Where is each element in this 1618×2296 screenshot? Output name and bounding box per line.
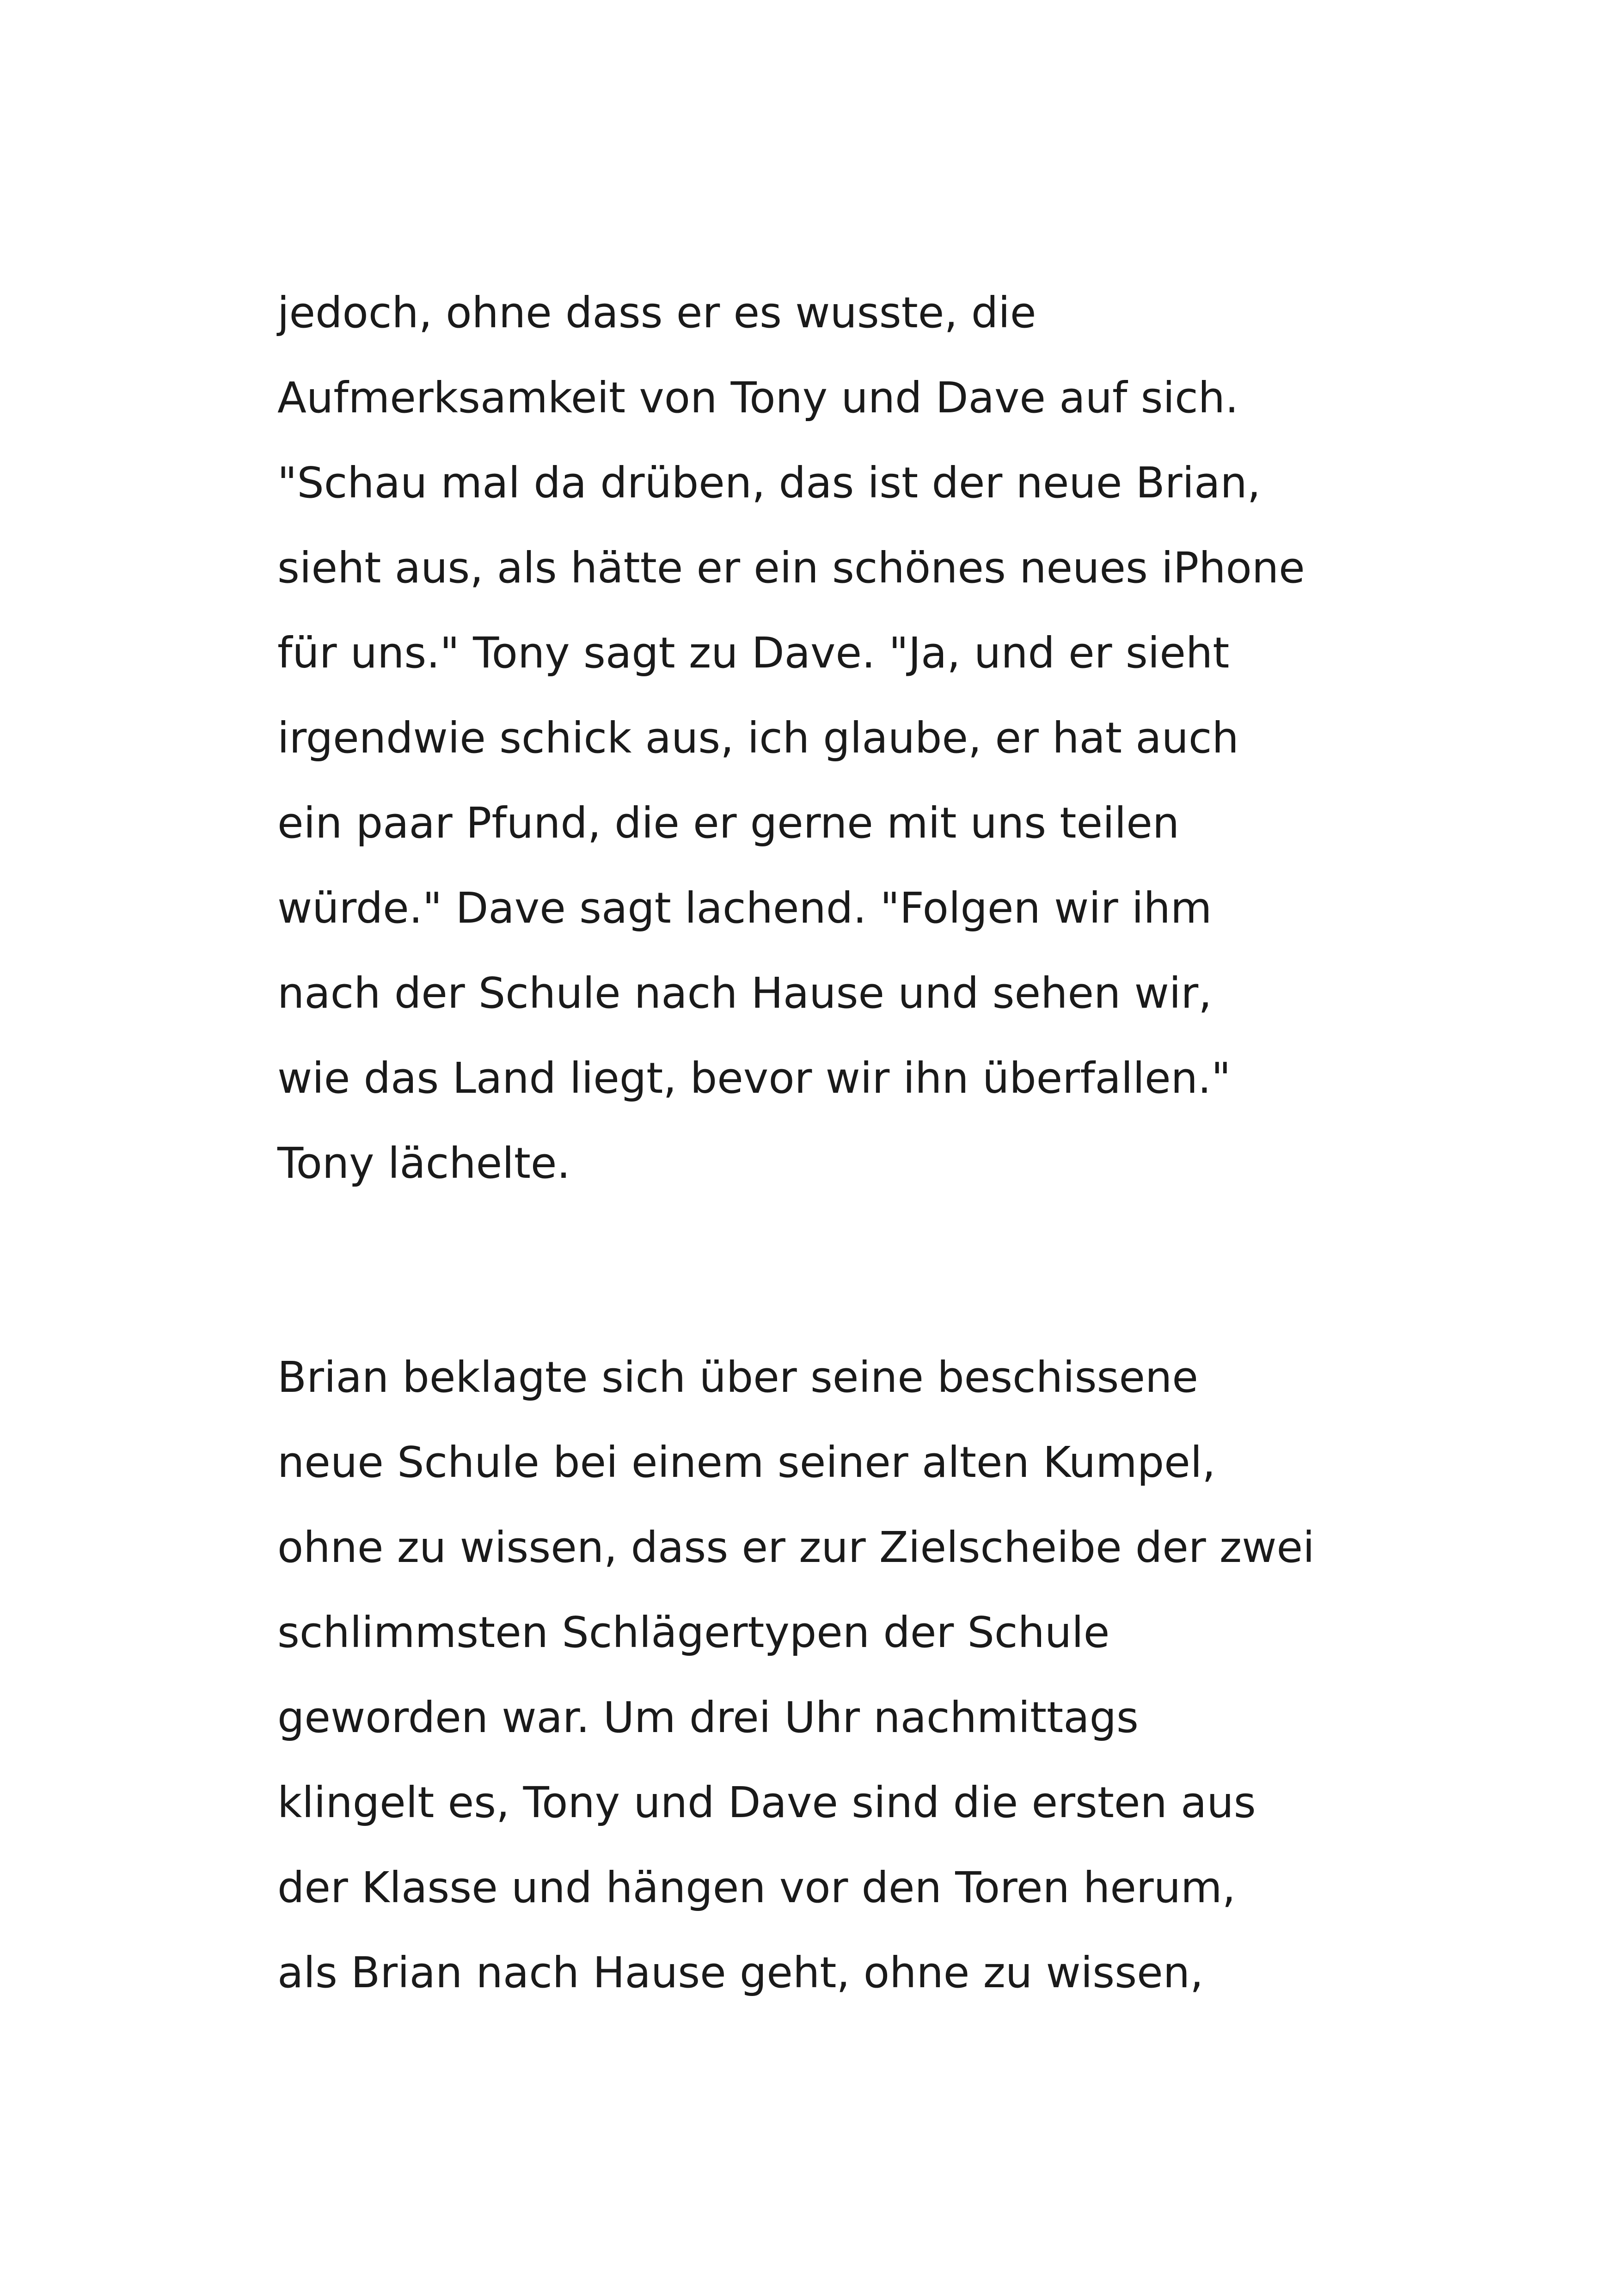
text-line: der Klasse und hängen vor den Toren herum,: [277, 1863, 1236, 1912]
text-line: als Brian nach Hause geht, ohne zu wissen,: [277, 1948, 1204, 1997]
text-line: ohne zu wissen, dass er zur Zielscheibe der zwei: [277, 1523, 1315, 1572]
text-line: "Schau mal da drüben, das ist der neue Brian,: [277, 458, 1261, 508]
text-line: wie das Land liegt, bevor wir ihn überfallen.": [277, 1053, 1231, 1103]
text-line: irgendwie schick aus, ich glaube, er hat auch: [277, 713, 1239, 763]
text-line: nach der Schule nach Hause und sehen wir,: [277, 968, 1212, 1018]
text-line: Brian beklagte sich über seine beschissene: [277, 1353, 1198, 1402]
text-line: geworden war. Um drei Uhr nachmittags: [277, 1693, 1139, 1742]
text-line: schlimmsten Schlägertypen der Schule: [277, 1608, 1110, 1657]
text-line: für uns." Tony sagt zu Dave. "Ja, und er sieht: [277, 628, 1230, 678]
text-line: ein paar Pfund, die er gerne mit uns teilen: [277, 798, 1180, 848]
text-line: klingelt es, Tony und Dave sind die ersten aus: [277, 1778, 1256, 1827]
text-line: jedoch, ohne dass er es wusste, die: [277, 288, 1036, 337]
text-line: sieht aus, als hätte er ein schönes neues iPhone: [277, 543, 1305, 593]
paragraph-2: [277, 1335, 1387, 2015]
text-line: Aufmerksamkeit von Tony und Dave auf sich.: [277, 373, 1239, 422]
paragraph-1: [277, 270, 1387, 1206]
text-line: würde." Dave sagt lachend. "Folgen wir ihm: [277, 883, 1212, 933]
text-line: neue Schule bei einem seiner alten Kumpel,: [277, 1438, 1216, 1487]
text-line: Tony lächelte.: [277, 1139, 570, 1188]
